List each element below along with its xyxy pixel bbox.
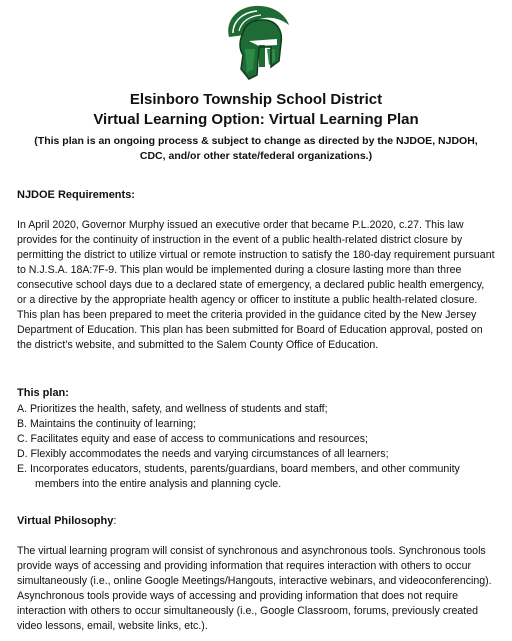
virtual-philosophy-heading: Virtual Philosophy:	[17, 515, 117, 527]
njdoe-requirements-heading: NJDOE Requirements:	[17, 189, 135, 201]
list-item: C. Facilitates equity and ease of access to communications and resources;	[17, 433, 368, 445]
spartan-helmet-logo-icon	[219, 3, 293, 81]
list-item: D. Flexibly accommodates the needs and varying circumstances of all learners;	[17, 448, 389, 460]
plan-title: Virtual Learning Option: Virtual Learning Plan	[93, 111, 419, 128]
plan-subtitle: (This plan is an ongoing process & subject to change as directed by the NJDOE, NJDOH, CDC, and/or other state/federal organizations.)	[34, 135, 478, 162]
njdoe-requirements-paragraph: In April 2020, Governor Murphy issued an executive order that became P.L.2020, c.27. This law provides for the continuity of instruction in the event of a public health-related district closure by permitting the district to utilize virtual or remote instruction to satisfy the 180-day requirement pursuant to N.J.S.A. 18A:7F-9. This plan would be implemented during a closure lasting more than three consecutive school days due to a declared state of emergency, a declared public health emergency, or a directive by the appropriate health agency or officer to institute a public health-related closure. This plan has been prepared to meet the criteria provided in the guidance cited by the New Jersey Department of Education. This plan has been submitted for Board of Education approval, posted on the district’s website, and submitted to the Salem County Office of Education.	[17, 219, 495, 351]
this-plan-heading: This plan:	[17, 387, 69, 399]
list-item: A. Prioritizes the health, safety, and wellness of students and staff;	[17, 403, 328, 415]
plan-goals-list	[17, 402, 495, 492]
district-name: Elsinboro Township School District	[129, 91, 383, 108]
virtual-philosophy-paragraph: The virtual learning program will consist of synchronous and asynchronous tools. Synchronous tools provide ways of accessing and providing information that requires interaction with others to occur simultaneously (i.e., online Google Meetings/Hangouts, interactive webinars, and videoconferencing). Asynchronous tools provide ways of accessing and providing information that does not require interaction with others to occur simultaneously (i.e., Google Classroom, forums, previously created video lessons, email, website links, etc.).	[17, 545, 492, 632]
list-item: B. Maintains the continuity of learning;	[17, 418, 197, 430]
list-item: E. Incorporates educators, students, parents/guardians, board members, and other community members into the entire analysis and planning cycle.	[17, 463, 460, 490]
